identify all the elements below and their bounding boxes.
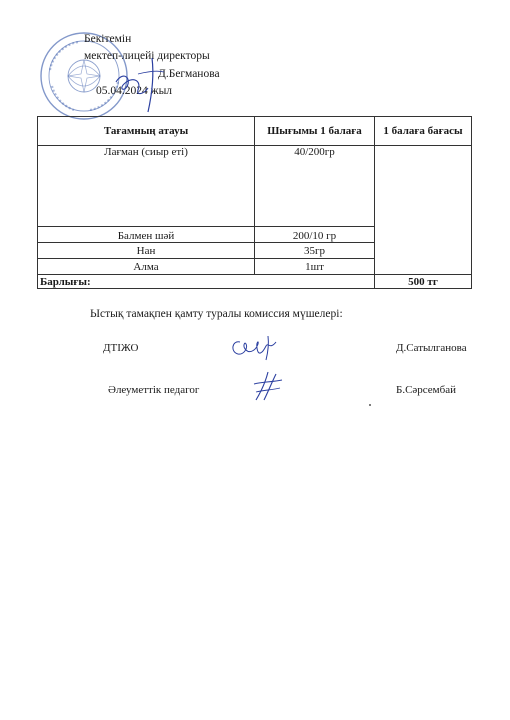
stray-mark [369, 404, 371, 406]
approval-title: Бекітемін [84, 33, 132, 45]
table-header-row [38, 117, 472, 146]
member-name: Д.Сатылганова [396, 342, 467, 354]
director-name: Д.Бегманова [158, 68, 220, 80]
total-row [38, 275, 472, 289]
dish-portion: 40/200гр [255, 146, 375, 227]
table-row [38, 146, 472, 227]
member-role: Әлеуметтік педагог [108, 384, 200, 396]
member-signature [250, 370, 284, 402]
total-label: Барлығы: [38, 275, 375, 289]
approval-date: 05.04.2024 жыл [96, 85, 173, 97]
dish-name: Нан [38, 243, 255, 259]
director-signature [108, 54, 172, 114]
member-role: ДТІЖО [103, 342, 139, 354]
commission-member-row [0, 368, 510, 408]
dish-portion: 200/10 гр [255, 227, 375, 243]
dish-name: Алма [38, 259, 255, 275]
commission-title: Ыстық тамақпен қамту туралы комиссия мүшелері: [90, 308, 343, 320]
menu-table [37, 116, 472, 289]
price-cell [375, 146, 472, 275]
member-signature [226, 332, 286, 362]
header-dish-name: Тағамның атауы [38, 117, 255, 146]
dish-name: Балмен шәй [38, 227, 255, 243]
member-name: Б.Сәрсембай [396, 384, 457, 396]
header-portion: Шығымы 1 балаға [255, 117, 375, 146]
approval-block [0, 0, 510, 110]
commission-member-row [0, 332, 510, 372]
dish-name: Лағман (сиыр еті) [38, 146, 255, 227]
header-price: 1 балаға бағасы [375, 117, 472, 146]
director-position: мектеп-лицейі директоры [84, 50, 210, 62]
dish-portion: 1шт [255, 259, 375, 275]
total-value: 500 тг [375, 275, 472, 289]
dish-portion: 35гр [255, 243, 375, 259]
